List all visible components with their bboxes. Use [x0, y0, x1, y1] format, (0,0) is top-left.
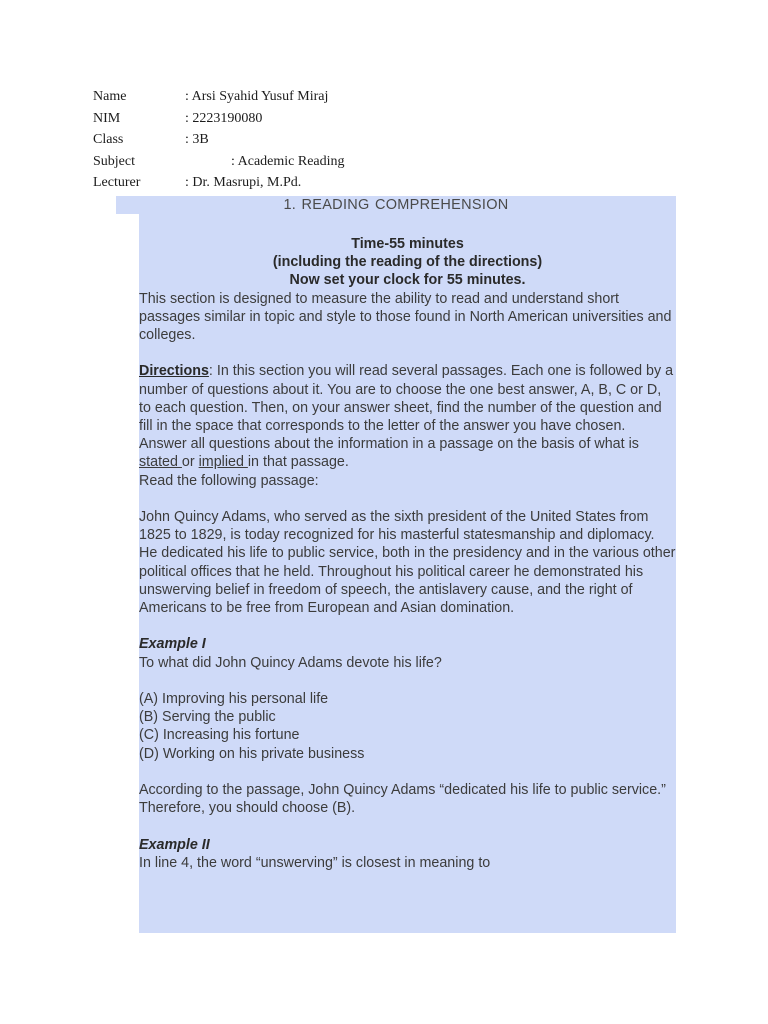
spacer: [139, 490, 676, 508]
clock-instruction-line: Now set your clock for 55 minutes.: [289, 272, 526, 289]
implied-term: implied: [198, 454, 248, 471]
time-limit-line: Time-55 minutes: [351, 236, 464, 252]
spacer: [139, 817, 676, 835]
example-2-question: In line 4, the word “unswerving” is closest in meaning to: [139, 854, 491, 871]
example-1-option-c: (C) Increasing his fortune: [139, 727, 300, 744]
lecturer-label: Lecturer: [93, 175, 141, 191]
example-1-question: To what did John Quincy Adams devote his life?: [139, 654, 442, 671]
directions-label: Directions: [139, 363, 209, 380]
nim-label: NIM: [93, 110, 121, 126]
example-1-option-b: (B) Serving the public: [139, 709, 276, 726]
passage-paragraph: John Quincy Adams, who served as the sixth president of the United States from 1825 to 1829, is today recognized for his masterful statesmanship and diplomacy. He dedicated his life to public service, both in the presidency and in the various other political offices that he held. Throughout his political career he demonstrated his unswerving belief in freedom of speech, the antislavery cause, and the right of Americans to be free from European and Asian domination.: [139, 509, 676, 617]
stated-term: stated: [139, 454, 182, 471]
answer-instructions: [139, 435, 676, 471]
class-label: Class: [93, 132, 124, 148]
spacer: [139, 672, 676, 690]
directions-paragraph: [139, 362, 676, 435]
nim-value: : 2223190080: [185, 110, 263, 126]
answer-text-pre: Answer all questions about the information in a passage on the basis of what is: [139, 436, 639, 453]
class-value: : 3B: [185, 132, 209, 148]
example-1-option-a: (A) Improving his personal life: [139, 691, 329, 708]
example-1-explanation: According to the passage, John Quincy Adams “dedicated his life to public service.” Therefore, you should choose (B).: [139, 782, 666, 817]
example-2-title: Example II: [139, 836, 210, 853]
spacer: [139, 763, 676, 781]
name-label: Name: [93, 89, 127, 104]
lecturer-value: : Dr. Masrupi, M.Pd.: [185, 175, 302, 191]
directions-text: : In this section you will read several passages. Each one is followed by a number of questions about it. You are to choose the one best answer, A, B, C or D, to each question. Then, on your answer sheet, find the number of the question and fill in the space that corresponds to the letter of the answer you have chosen.: [139, 363, 674, 435]
time-note-line: (including the reading of the directions): [272, 254, 543, 271]
subject-label: Subject: [93, 153, 135, 169]
answer-text-or: or: [181, 454, 199, 471]
answer-text-post: in that passage.: [247, 454, 349, 471]
read-following-line: Read the following passage:: [139, 472, 319, 489]
section-title: 1. READING COMPREHENSION: [283, 197, 509, 213]
intro-paragraph: This section is designed to measure the ability to read and understand short passages similar in topic and style to those found in North American universities and colleges.: [139, 290, 672, 344]
spacer: [139, 617, 676, 635]
reading-section-body: [139, 235, 676, 872]
subject-value: : Academic Reading: [231, 153, 345, 169]
name-value: : Arsi Syahid Yusuf Miraj: [185, 89, 329, 104]
example-1-option-d: (D) Working on his private business: [139, 745, 365, 762]
example-1-title: Example I: [139, 636, 206, 653]
spacer: [139, 344, 676, 362]
